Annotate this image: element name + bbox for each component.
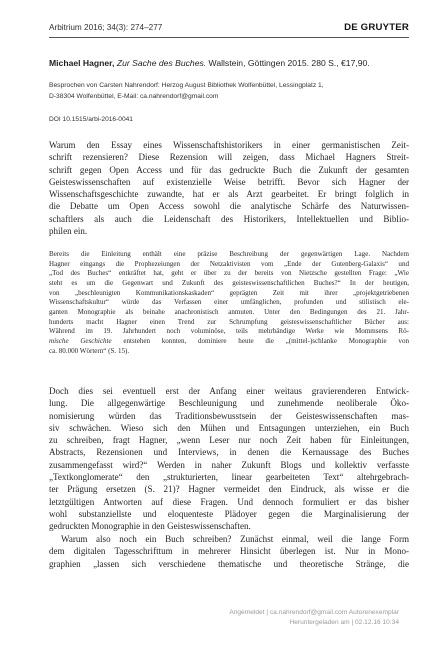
text-line <box>49 337 409 347</box>
text-line <box>49 327 409 337</box>
text-line: von „beschleunigten Kommunikationskaskaden“ geprägten Zeit mit ihrer „projektgetriebenen <box>49 288 409 297</box>
paragraph-why-book <box>49 533 409 570</box>
text-line: ca. 80.000 Wörtern“ (S. 15). <box>49 346 130 355</box>
text-line: ter Prägung ersetzen (S. 21)? Hagner vermeidet den Eindruck, als wisse er die <box>49 484 409 495</box>
text-line: dem digitalen Tagesschrifttum in mehrerer Hinsicht überlegen ist. Nur in Mono- <box>49 546 409 557</box>
italic-title: mische Geschichte <box>49 336 112 345</box>
text-line: „Tod des Buches“ entkräftet hat, geht er über zu der bereits von Nietzsche gestellten Frage: „Wie <box>49 269 409 278</box>
text-line: die Debatte um Open Access sowohl die analytische Schärfe des Naturwissen- <box>49 201 409 212</box>
text-line: Wissenschaftskultur“ würde das Verfassen einer umfänglichen, profunden und stilistisch ele- <box>49 298 409 307</box>
doi: DOI 10.1515/arbi-2016-0041 <box>49 116 133 123</box>
reviewer-line: D-38304 Wolfenbüttel, E-Mail: ca.nahrendorf@gmail.com <box>49 92 219 100</box>
text-fragment: Während im 19. Jahrhundert noch voluminöse, teils mehrbändige Werke wie Mommsens Rö- <box>49 327 409 336</box>
book-author: Michael Hagner, <box>49 58 115 68</box>
journal-citation: Arbitrium 2016; 34(3): 274–277 <box>49 23 163 32</box>
text-line: graphien „lassen sich verschiedene thematische und theoretische Stränge, die <box>49 558 409 569</box>
book-title: Zur Sache des Buches. <box>116 58 207 68</box>
text-line: hunderts macht Hagner einen Trend zur Schrumpfung geisteswissenschaftlicher Bücher aus: <box>49 317 409 326</box>
text-line: Doch dies sei eventuell erst der Anfang einer weitaus gravierenderen Entwick- <box>49 386 409 396</box>
text-line: Warum den Essay eines Wissenschaftshistorikers in einer germanistischen Zeit- <box>49 140 409 150</box>
text-line: letztgültigen Antworten auf diese Fragen. Und dennoch formuliert er das bisher <box>49 496 409 507</box>
text-line: Hagner eingangs die Prophezeiungen der Netzaktivisten vom „Ende der Gutenberg-Galaxis“ und <box>49 259 409 268</box>
text-line: schaftlers als auch die Leidenschaft des Historikers, Intellektuellen und Biblio- <box>49 213 409 224</box>
text-line: schrift gegen Open Access und für das gedruckte Buch die Zukunft der gesamten <box>49 164 409 175</box>
text-line: siv schwächen. Wieso sich den Mühen und Entsagungen unterziehen, ein Buch <box>49 422 409 433</box>
text-line: zu schreiben, fragt Hagner, „wenn Leser nur noch Zeit haben für Einleitungen, <box>49 435 409 446</box>
book-citation <box>49 58 409 69</box>
text-line: Wissenschaftsgeschichte zuwandte, hat er als Arzt gearbeitet. Er bringt folglich in <box>49 189 409 200</box>
text-line: schrift rezensieren? Diese Rezension will zeigen, dass Michael Hagners Streit- <box>49 152 409 163</box>
text-line: Warum also noch ein Buch schreiben? Zunächst einmal, weil die lange Form <box>61 534 409 544</box>
paragraph-intro <box>49 139 409 237</box>
header-rule <box>49 37 409 38</box>
text-line: Abstracts, Rezensionen und Interviews, in denen die Kernaussage des Buches <box>49 447 409 458</box>
text-line: lung. Die allgegenwärtige Beschleunigung und zunehmende neoliberale Öko- <box>49 398 409 409</box>
text-line: zusammengefasst wird?“ Werden in naher Zukunft Blogs und kollektiv verfasste <box>49 459 409 470</box>
text-fragment: entstehen konnten, dominiere heute die „(mittel-)schlanke Monographie von <box>111 336 409 345</box>
reviewer-info <box>49 81 409 102</box>
text-line: nomisierung würden das Traditionsbewusstsein der Geisteswissenschaften mas- <box>49 410 409 421</box>
book-publication-details: Wallstein, Göttingen 2015. 280 S., €17,90. <box>208 58 370 68</box>
download-watermark <box>139 608 399 628</box>
text-line: wohl substanziellste und eloquenteste Plädoyer gegen die Marginalisierung der <box>49 508 409 519</box>
paragraph-quote-block <box>49 250 409 356</box>
page-header <box>49 22 409 33</box>
text-line: Geisteswissenschaften auf existenzielle Weise betrifft. Bevor sich Hagner der <box>49 176 409 187</box>
watermark-line: Heruntergeladen am | 02.12.16 10:34 <box>289 619 399 626</box>
reviewer-line: Besprochen von Carsten Nahrendorf: Herzog August Bibliothek Wolfenbüttel, Lessingplatz 1, <box>49 82 324 89</box>
text-line: „Textkonglomerate“ den „strukturierten, linear gearbeiteten Text“ altehrgebrach- <box>49 472 409 483</box>
text-line: Bereits die Einleitung enthält eine präzise Beschreibung der gegenwärtigen Lage. Nachdem <box>49 250 409 258</box>
text-line: gedruckten Monographie in den Geisteswissenschaften. <box>49 521 251 532</box>
text-line: steht es um die Gegenwart und Zukunft des geisteswissenschaftlichen Buches?“ In der heutigen, <box>49 278 409 287</box>
text-line: ganten Monographie als beinahe anachronistisch anmuten. Unter den Bedingungen des 21. Jahr- <box>49 307 409 316</box>
paragraph-development <box>49 385 409 533</box>
publisher-logo: DE GRUYTER <box>344 22 409 33</box>
watermark-line: Angemeldet | ca.nahrendorf@gmail.com Autorenexemplar <box>229 609 399 616</box>
text-line: philen ein. <box>49 226 88 237</box>
